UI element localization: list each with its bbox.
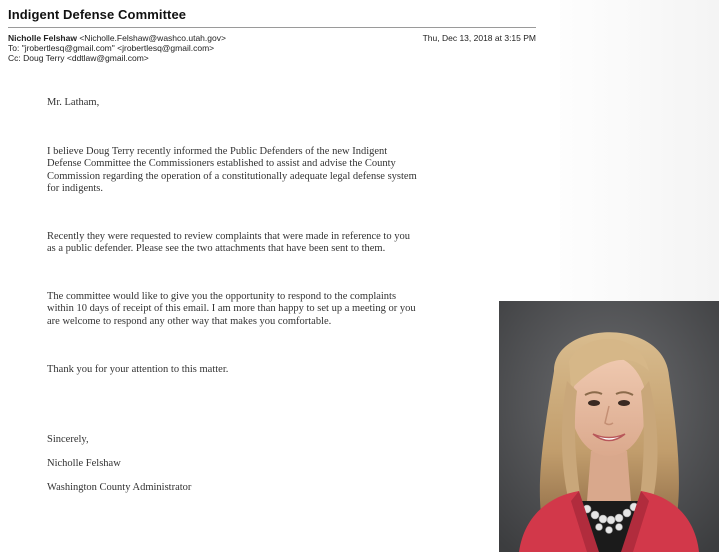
- email-header: [8, 33, 538, 63]
- portrait-illustration: [499, 301, 719, 552]
- sender-address: <Nicholle.Felshaw@washco.utah.gov>: [79, 33, 226, 43]
- salutation: Mr. Latham,: [47, 97, 100, 108]
- sent-date: Thu, Dec 13, 2018 at 3:15 PM: [422, 33, 536, 43]
- portrait-photo: [499, 301, 719, 552]
- recipient-line: To: "jrobertlesq@gmail.com" <jrobertlesq@gmail.com>: [8, 43, 215, 53]
- sender-name: Nicholle Felshaw: [8, 33, 77, 43]
- body-paragraph-4: Thank you for your attention to this matter.: [47, 364, 229, 375]
- closing: Sincerely,: [47, 434, 89, 445]
- signature-title: Washington County Administrator: [47, 482, 192, 493]
- body-paragraph-1: I believe Doug Terry recently informed the Public Defenders of the new Indigent Defense Committee the Commissioners established to assist and advise the County Commission regarding the operation of a constitutionally adequate legal defense system for indigents.: [47, 146, 417, 194]
- cc-line: Cc: Doug Terry <ddtlaw@gmail.com>: [8, 53, 149, 63]
- sender: [8, 33, 226, 43]
- signature-name: Nicholle Felshaw: [47, 458, 121, 469]
- from-row: [8, 33, 538, 43]
- email-subject: Indigent Defense Committee: [8, 7, 187, 22]
- body-paragraph-3: The committee would like to give you the opportunity to respond to the complaints within 10 days of receipt of this email. I am more than happy to set up a meeting or you are welcome to respond any other way that makes you comfortable.: [47, 291, 416, 327]
- cc-row: [8, 53, 538, 63]
- subject-divider: [8, 27, 536, 28]
- to-row: [8, 43, 538, 53]
- body-paragraph-2: Recently they were requested to review complaints that were made in reference to you as a public defender. Please see the two attachments that have been sent to them.: [47, 231, 410, 255]
